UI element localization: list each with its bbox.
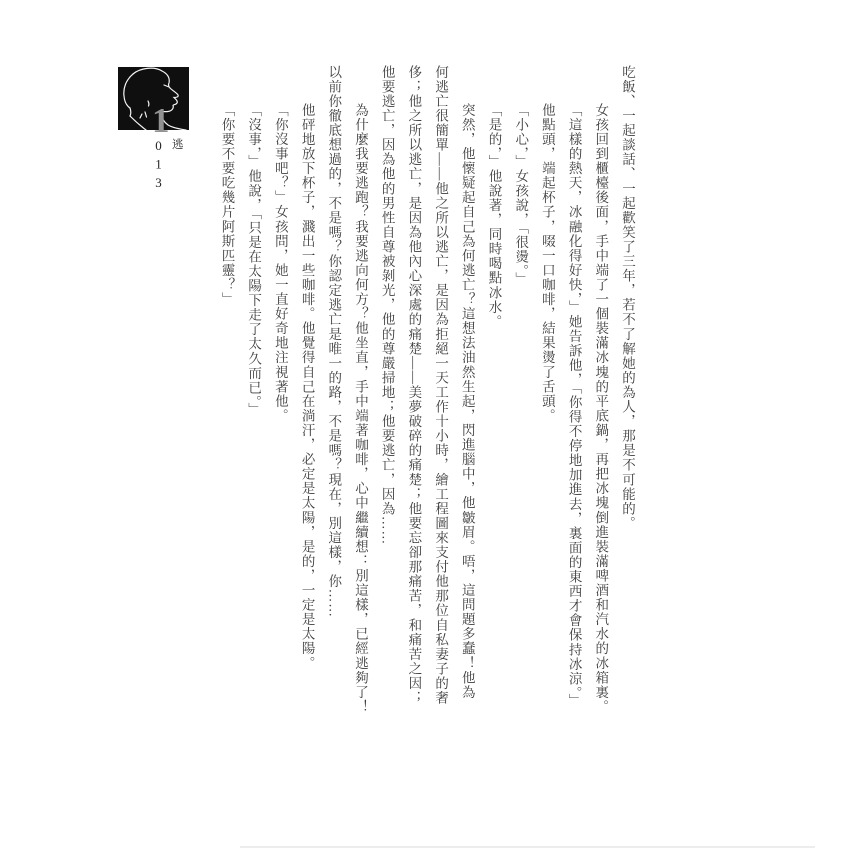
body-text [212,65,640,743]
text-column: 「這樣的熱天，冰融化得好快，」她告訴他，「你得不停地加進去，裏面的東西才會保持冰涼。」 [566,103,582,709]
text-column: 突然，他懷疑起自己為何逃亡？這想法油然生起，閃進腦中，他皺眉。唔，這問題多蠢！他為 [459,103,475,700]
text-column: 「你要不要吃幾片阿斯匹靈？」 [219,103,235,307]
text-column: 吃飯、一起談話、一起歡笑了三年，若不了解她的為人，那是不可能的。 [620,65,635,531]
text-column: 侈；他之所以逃亡，是因為他內心深處的痛楚——美夢破碎的痛楚；他要忘卻那痛苦，和痛苦之因； [406,65,422,706]
text-column: 「沒事，」他說，「只是在太陽下走了太久而已。」 [246,103,262,418]
text-column: 他砰地放下杯子，濺出一些咖啡。他覺得自己在淌汗，必定是太陽，是的，一定是太陽。 [299,103,315,671]
text-column: 他要逃亡，因為他的男性自尊被剝光，他的尊嚴掃地；他要逃亡，因為…… [379,65,395,546]
text-column: 以前你徹底想過的，不是嗎？你認定逃亡是唯一的路，不是嗎？現在，別這樣，你…… [326,65,342,618]
text-column: 為什麼我要逃跑？我要逃向何方？他坐直，手中端著咖啡，心中繼續想：別這樣，已經逃夠了！ [352,103,368,715]
text-column: 「你沒事吧？」女孩問，她一直好奇地注視著他。 [272,103,288,424]
text-column: 女孩回到櫃檯後面，手中端了一個裝滿冰塊的平底鍋，再把冰塊倒進裝滿啤酒和汽水的冰箱裏。 [593,103,609,715]
text-column: 「小心，」女孩說，「很燙。」 [513,103,529,287]
chapter-numeral: 1 [152,101,170,140]
text-column: 他點頭，端起杯子，啜一口咖啡，結果燙了舌頭。 [539,103,555,424]
scan-smudge [240,846,815,848]
page-number: 013 [151,138,166,194]
chapter-title: 逃 [172,139,184,151]
text-column: 何逃亡很簡單——他之所以逃亡，是因為拒絕一天工作十小時，繪工程圖來支付他那位自私妻子的奢 [433,65,449,706]
text-column: 「是的，」他說著，同時喝點冰水。 [486,103,502,330]
